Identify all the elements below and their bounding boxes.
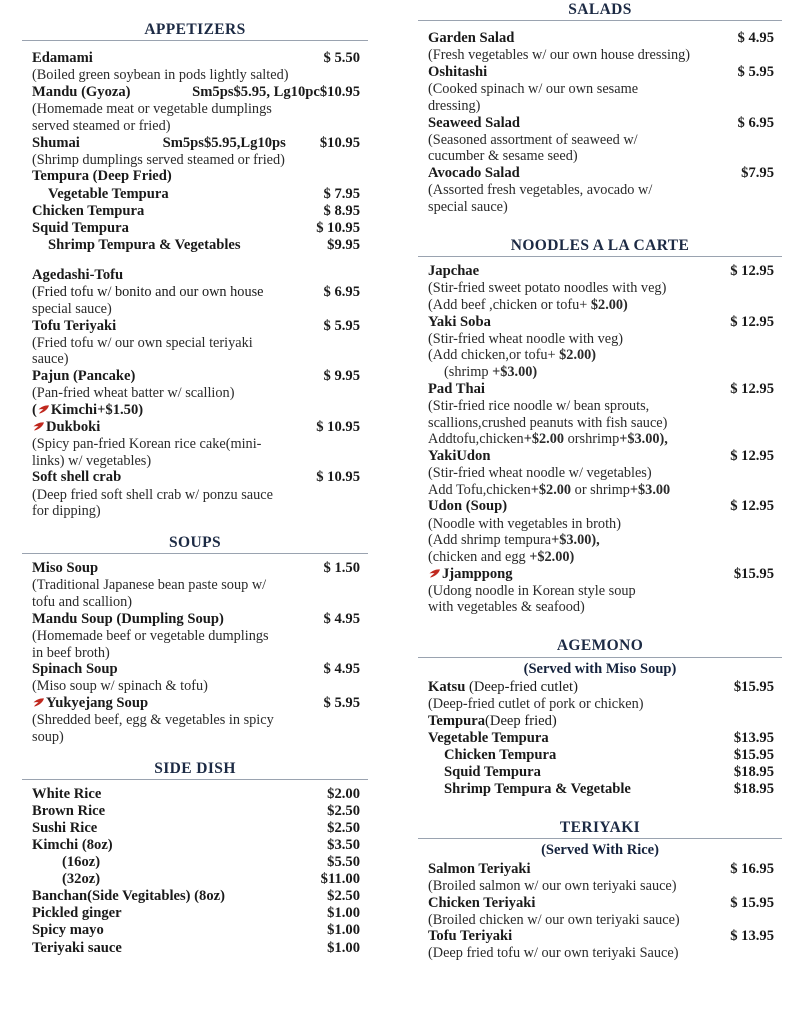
item-name: Pad Thai — [428, 380, 485, 397]
item-size-price: Sm5ps$5.95,Lg10ps — [162, 134, 286, 151]
item-description: (Pan-fried wheat batter w/ scallion) — [32, 385, 235, 402]
item-name: Pajun (Pancake) — [32, 368, 136, 385]
item-name: Teriyaki sauce — [32, 939, 122, 956]
menu-item-row[interactable] — [32, 237, 360, 254]
item-price: $ 7.95 — [323, 185, 360, 202]
item-description: (Broiled salmon w/ our own teriyaki sauce) — [428, 877, 677, 894]
menu-item-row[interactable] — [32, 940, 360, 957]
item-name: Yukyejang Soup — [32, 695, 324, 712]
item-price: $ 15.95 — [730, 894, 774, 911]
section-title-teriyaki: TERIYAKI — [418, 818, 782, 839]
section-salads — [418, 0, 782, 216]
item-name: Mandu (Gyoza) — [32, 84, 131, 101]
menu-item-row[interactable] — [32, 560, 360, 577]
menu-item-row[interactable] — [32, 469, 360, 486]
item-price: $7.95 — [741, 165, 774, 182]
menu-item-row[interactable] — [32, 318, 360, 335]
addon-price: $2.00) — [559, 347, 597, 364]
section-subtitle-agemono: (Served with Miso Soup) — [523, 660, 677, 677]
menu-item-row[interactable] — [32, 203, 360, 220]
item-price: $ 12.95 — [730, 313, 774, 330]
item-description: (Fried tofu w/ bonito and our own house — [32, 283, 264, 300]
section-subtitle-teriyaki: (Served With Rice) — [541, 842, 659, 859]
item-price: $3.50 — [327, 837, 360, 854]
item-price: $ 16.95 — [730, 860, 774, 877]
item-name: Chicken Teriyaki — [428, 894, 536, 911]
item-price: $ 9.95 — [323, 368, 360, 385]
item-description: for dipping) — [32, 503, 101, 520]
item-price: $1.00 — [327, 939, 360, 956]
item-description: (Add shrimp tempura+$3.00), — [428, 532, 600, 549]
item-price: $1.00 — [327, 905, 360, 922]
menu-item-row[interactable] — [428, 314, 774, 331]
item-price: $ 4.95 — [323, 610, 360, 627]
kimchi-addon-label: Kimchi+$1.50) — [50, 401, 144, 418]
item-name: Brown Rice — [32, 803, 106, 820]
section-title-salads: SALADS — [418, 0, 782, 21]
item-name: ( Kimchi+$1.50) — [32, 401, 144, 418]
section-noodles — [418, 236, 782, 617]
item-name: Squid Tempura — [444, 763, 541, 780]
item-price: Sm5ps$5.95, Lg10pc$10.95 — [192, 84, 360, 101]
item-description: (Deep fried soft shell crab w/ ponzu sauce — [32, 486, 273, 503]
menu-item-row[interactable] — [32, 50, 360, 67]
item-name: Spinach Soup — [32, 661, 118, 678]
menu-item-row[interactable] — [32, 905, 360, 922]
item-price: $15.95 — [733, 565, 774, 582]
item-description: (Noodle with vegetables in broth) — [428, 515, 621, 532]
item-price: $ 5.95 — [323, 695, 360, 712]
item-description: (Homemade meat or vegetable dumplings — [32, 101, 272, 118]
addon-price: +$2.00 — [523, 431, 565, 448]
item-price: $1.00 — [327, 922, 360, 939]
item-price: $ 8.95 — [323, 202, 360, 219]
menu-item-row[interactable] — [32, 186, 360, 203]
item-name: Chicken Tempura — [444, 746, 557, 763]
section-appetizers — [22, 20, 368, 520]
item-description: special sauce) — [428, 198, 508, 215]
item-description: in beef broth) — [32, 644, 110, 661]
salads-item-list — [418, 30, 782, 215]
item-name: Katsu (Deep-fried cutlet) — [428, 678, 578, 695]
menu-item-row[interactable] — [32, 135, 360, 152]
item-description: (shrimp +$3.00) — [444, 364, 538, 381]
menu-item-row[interactable] — [32, 803, 360, 820]
item-description: special sauce) — [32, 300, 112, 317]
item-description: (Deep fried tofu w/ our own teriyaki Sauce) — [428, 945, 679, 962]
item-description: (Traditional Japanese bean paste soup w/ — [32, 577, 267, 594]
item-description: cucumber & sesame seed) — [428, 148, 578, 165]
item-name: Squid Tempura — [32, 219, 129, 236]
item-description: (Add beef ,chicken or tofu+ $2.00) — [428, 296, 628, 313]
menu-item-row[interactable] — [32, 820, 360, 837]
menu-item-row[interactable] — [32, 922, 360, 939]
menu-item-row[interactable] — [32, 611, 360, 628]
item-description: (Spicy pan-fried Korean rice cake(mini- — [32, 436, 262, 452]
menu-item-row[interactable] — [32, 368, 360, 385]
menu-item-row[interactable] — [428, 679, 774, 696]
item-name: Jjamppong — [428, 566, 734, 583]
menu-item-row[interactable] — [32, 284, 360, 301]
item-name: Edamami — [32, 50, 93, 67]
menu-item-row[interactable] — [428, 566, 774, 583]
item-price: $9.95 — [327, 236, 360, 253]
menu-item-row[interactable] — [32, 661, 360, 678]
item-price: $ 12.95 — [730, 380, 774, 397]
item-name: Agedashi-Tofu — [32, 266, 124, 283]
item-price: $11.00 — [320, 871, 360, 888]
item-name: Miso Soup — [32, 560, 99, 577]
item-name: Spicy mayo — [32, 922, 104, 939]
item-description: Add Tofu,chicken+$2.00 or shrimp+$3.00 — [428, 481, 671, 498]
addon-price: +$3.00 — [629, 481, 671, 498]
item-description: (Assorted fresh vegetables, avocado w/ — [428, 182, 653, 199]
item-name: White Rice — [32, 785, 102, 802]
item-description: (Seasoned assortment of seaweed w/ — [428, 131, 638, 148]
item-price: $13.95 — [733, 729, 774, 746]
item-price: $ 6.95 — [323, 283, 360, 300]
item-description: (Stir-fried rice noodle w/ bean sprouts, — [428, 397, 650, 414]
item-price: $18.95 — [733, 763, 774, 780]
addon-price: +$2.00) — [529, 548, 575, 565]
item-description: (Udong noodle in Korean style soup — [428, 582, 636, 599]
menu-item-row[interactable] — [32, 168, 360, 185]
item-price: $ 5.95 — [737, 64, 774, 81]
item-name: Sushi Rice — [32, 820, 98, 837]
item-name: Pickled ginger — [32, 905, 122, 922]
section-title-agemono: AGEMONO — [418, 636, 782, 657]
chili-pepper-icon — [428, 567, 441, 578]
menu-item-row[interactable] — [32, 419, 360, 436]
agemono-item-list — [418, 679, 782, 798]
section-teriyaki — [418, 818, 782, 962]
item-name: Udon (Soup) — [428, 498, 508, 515]
item-name: Seaweed Salad — [428, 114, 521, 131]
item-description: (chicken and egg +$2.00) — [428, 548, 575, 565]
menu-item-row[interactable] — [32, 786, 360, 803]
item-price: $ 10.95 — [316, 219, 360, 236]
item-name: Vegetable Tempura — [48, 185, 169, 202]
menu-item-row[interactable] — [428, 498, 774, 515]
item-description: (Boiled green soybean in pods lightly salted) — [32, 67, 289, 84]
item-name: Oshitashi — [428, 64, 488, 81]
menu-item-row[interactable] — [428, 448, 774, 465]
section-title-appetizers: APPETIZERS — [22, 20, 368, 41]
item-description: (Shrimp dumplings served steamed or fried) — [32, 151, 285, 168]
section-agemono — [418, 636, 782, 798]
menu-item-row[interactable] — [32, 888, 360, 905]
item-price: $ 5.50 — [323, 50, 360, 67]
item-name: YakiUdon — [428, 447, 491, 464]
item-name: Tempura(Deep fried) — [428, 712, 557, 729]
item-description: (Fried tofu w/ our own special teriyaki — [32, 334, 253, 351]
section-soups — [22, 533, 368, 746]
item-description: (Stir-fried wheat noodle w/ vegetables) — [428, 465, 652, 482]
item-name: Shumai — [32, 134, 80, 151]
item-price: $ 12.95 — [730, 263, 774, 280]
menu-item-row[interactable] — [428, 895, 774, 912]
chili-pepper-icon — [32, 420, 45, 431]
addon-price: +$2.00 — [530, 481, 572, 498]
item-price: $2.00 — [327, 785, 360, 802]
item-price: $ 10.95 — [316, 418, 360, 435]
item-price: $ 13.95 — [730, 928, 774, 945]
item-description: (Shredded beef, egg & vegetables in spicy — [32, 712, 274, 729]
chili-pepper-icon — [37, 403, 50, 414]
item-name: Tempura (Deep Fried) — [32, 168, 172, 185]
menu-column-right — [390, 0, 800, 1011]
item-price: $ 4.95 — [737, 30, 774, 47]
item-price: $ 4.95 — [323, 661, 360, 678]
addon-price: $2.00) — [590, 296, 628, 313]
section-title-side-dish: SIDE DISH — [22, 759, 368, 780]
item-price: $10.95 — [319, 134, 360, 151]
item-name: Japchae — [428, 263, 480, 280]
item-name: Kimchi (8oz) — [32, 837, 113, 854]
menu-item-row[interactable] — [32, 695, 360, 712]
menu-item-row[interactable] — [428, 64, 774, 81]
teriyaki-item-list — [418, 861, 782, 962]
item-description: tofu and scallion) — [32, 594, 133, 611]
noodles-item-list — [418, 263, 782, 616]
addon-price: +$3.00), — [619, 431, 668, 448]
item-description: (Stir-fried sweet potato noodles with veg) — [428, 280, 667, 297]
item-description: scallions,crushed peanuts with fish sauce) — [428, 414, 668, 431]
menu-item-row[interactable] — [32, 837, 360, 854]
item-price: $15.95 — [733, 746, 774, 763]
item-description: soup) — [32, 728, 64, 745]
item-description: sauce) — [32, 351, 69, 368]
chili-pepper-icon — [32, 696, 45, 707]
section-side-dish — [22, 759, 368, 957]
appetizers-item-list — [22, 50, 368, 520]
item-name: Banchan(Side Vegitables) (8oz) — [32, 888, 225, 905]
item-price: $2.50 — [327, 803, 360, 820]
menu-item-row[interactable] — [428, 165, 774, 182]
menu-item-row[interactable] — [428, 730, 774, 747]
item-name: Tofu Teriyaki — [428, 928, 513, 945]
item-description: (Fresh vegetables w/ our own house dressing) — [428, 47, 691, 64]
menu-item-row[interactable] — [428, 263, 774, 280]
menu-item-row[interactable] — [428, 747, 774, 764]
menu-item-row[interactable] — [428, 781, 774, 798]
item-description: dressing) — [428, 97, 481, 114]
item-price: $ 6.95 — [737, 114, 774, 131]
item-name: Chicken Tempura — [32, 202, 145, 219]
addon-price: +$3.00) — [492, 364, 538, 381]
item-description: (Stir-fried wheat noodle with veg) — [428, 330, 624, 347]
item-name: Shrimp Tempura & Vegetable — [444, 780, 631, 797]
menu-item-row[interactable] — [428, 861, 774, 878]
item-price: $15.95 — [733, 678, 774, 695]
item-description: served steamed or fried) — [32, 117, 171, 134]
item-name: Shrimp Tempura & Vegetables — [48, 236, 241, 253]
item-name: Soft shell crab — [32, 469, 122, 486]
menu-item-row[interactable] — [428, 713, 774, 730]
menu-column-left — [0, 0, 390, 1011]
item-description: (Homemade beef or vegetable dumplings — [32, 627, 269, 644]
item-price: $ 12.95 — [730, 498, 774, 515]
item-name: Yaki Soba — [428, 313, 491, 330]
item-price: $2.50 — [327, 820, 360, 837]
menu-item-row[interactable] — [32, 854, 360, 871]
item-name: Dukboki — [32, 419, 316, 436]
item-name: Tofu Teriyaki — [32, 317, 117, 334]
item-description: (Deep-fried cutlet of pork or chicken) — [428, 696, 644, 713]
menu-item-row[interactable] — [428, 381, 774, 398]
menu-item-row[interactable] — [428, 764, 774, 781]
item-price: $5.50 — [327, 854, 360, 871]
side-dish-item-list — [22, 786, 368, 957]
item-description: (Miso soup w/ spinach & tofu) — [32, 678, 208, 695]
item-description: with vegetables & seafood) — [428, 599, 585, 616]
item-price: $ 1.50 — [323, 560, 360, 577]
item-description: Addtofu,chicken+$2.00 orshrimp+$3.00), — [428, 431, 668, 448]
item-name: Mandu Soup (Dumpling Soup) — [32, 610, 224, 627]
item-description: (Add chicken,or tofu+ $2.00) — [428, 347, 597, 364]
item-name: Vegetable Tempura — [428, 729, 549, 746]
section-title-noodles: NOODLES A LA CARTE — [418, 236, 782, 257]
item-description: (Cooked spinach w/ our own sesame — [428, 81, 639, 98]
menu-item-row[interactable] — [32, 84, 360, 101]
item-price: $ 12.95 — [730, 447, 774, 464]
item-price: $ 5.95 — [323, 317, 360, 334]
menu-item-row[interactable] — [32, 871, 360, 888]
menu-item-row[interactable] — [428, 928, 774, 945]
item-name: Garden Salad — [428, 30, 515, 47]
item-name: (32oz) — [62, 871, 101, 888]
menu-item-row[interactable] — [428, 30, 774, 47]
item-price: $18.95 — [733, 780, 774, 797]
menu-item-row[interactable] — [32, 220, 360, 237]
menu-item-row[interactable] — [428, 115, 774, 132]
item-price: $ 10.95 — [316, 469, 360, 486]
item-price: $2.50 — [327, 888, 360, 905]
addon-price: +$3.00), — [551, 532, 600, 549]
soups-item-list — [22, 560, 368, 745]
section-title-soups: SOUPS — [22, 533, 368, 554]
item-name: Salmon Teriyaki — [428, 860, 531, 877]
item-description: (Broiled chicken w/ our own teriyaki sauce) — [428, 911, 680, 928]
menu-item-row[interactable] — [32, 402, 360, 419]
item-description: links) w/ vegetables) — [32, 452, 152, 469]
menu-item-row[interactable] — [32, 267, 360, 284]
item-name: Avocado Salad — [428, 165, 520, 182]
item-name: (16oz) — [62, 854, 101, 871]
